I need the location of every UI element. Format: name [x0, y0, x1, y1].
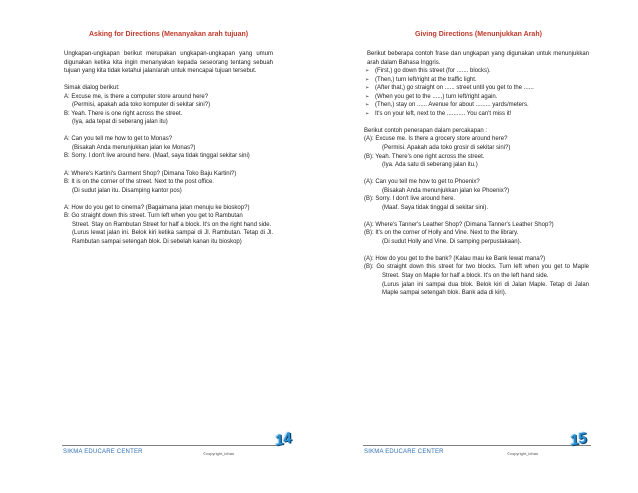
arrow-bullet-icon: ➢	[365, 110, 370, 117]
example-label: Berikut contoh penerapan dalam percakapan :	[364, 127, 488, 134]
dialog-line: (B): Go straight down this street for two blocks. Turn left when you get to Maple Street. Stay on Maple for half a block. It's on the left hand side.	[364, 264, 589, 280]
page-number-badge: 15	[568, 429, 589, 450]
dialog-line: A: Can you tell me how to get to Monas?	[64, 136, 173, 143]
arrow-bullet-icon: ➢	[365, 85, 370, 92]
dialog-line: B: Go straight down this street. Turn left when you get to Rambutan	[64, 213, 243, 220]
footer-brand: SIKMA EDUCARE CENTER	[63, 449, 143, 455]
dialog-line: A: How do you get to cinema? (Bagaimana jalan menuju ke bioskop?)	[64, 204, 250, 211]
arrow-bullet-icon: ➢	[365, 102, 370, 109]
phrase-bullet: ➢ (After that,) go straight on ...... street until you get to the ......	[365, 85, 534, 92]
footer-brand: SIKMA EDUCARE CENTER	[364, 449, 444, 455]
footer-rule	[62, 445, 280, 446]
intro-paragraph: Berikut beberapa contoh frase dan ungkapan yang digunakan untuk menunjukkan arah dalam Bahasa Inggris.	[367, 51, 589, 66]
dialog-line: B: Sorry. I don't live around here. (Maaf, saya tidak tinggal sekitar sini)	[64, 153, 250, 160]
footer-copyright: ©copyright_idhan	[203, 451, 235, 456]
page-title: Asking for Directions (Menanyakan arah tujuan)	[89, 31, 249, 38]
dialog-line: (B): Yeah. There's one right across the street.	[364, 153, 485, 160]
arrow-bullet-icon: ➢	[365, 93, 370, 100]
footer-copyright: ©copyright_idhan	[507, 451, 539, 456]
dialog-translation: (Iya. Ada satu di seberang jalan itu.)	[382, 162, 478, 169]
dialog-label: Simak dialog berikut:	[64, 85, 120, 92]
dialog-line: B: Yeah. There is one right across the street.	[64, 110, 183, 117]
dialog-translation: (Lurus lewat jalan ini. Belok kiri ketika sampai di Jl. Rambutan. Tetap di Jl. Rambutan sampai setengah blok. Di sebelah kanan itu bioskop)	[72, 230, 273, 245]
arrow-bullet-icon: ➢	[365, 76, 370, 83]
arrow-bullet-icon: ➢	[365, 68, 370, 75]
dialog-line: A: Where's Kartini's Garment Shop? (Dimana Toko Baju Kartini?)	[64, 170, 237, 177]
phrase-bullet: ➢ It's on your left, next to the ........... You can't miss it!	[365, 110, 512, 117]
dialog-translation: (Maaf. Saya tidak tinggal di sekitar sini).	[382, 204, 489, 211]
dialog-translation: (Iya, ada tepat di seberang jalan itu)	[72, 119, 168, 126]
dialog-translation: (Lurus jalan ini sampai dua blok. Belok kiri di Jalan Maple. Tetap di Jalan Maple sampai setengah blok. Bank ada di kiri).	[382, 281, 589, 297]
intro-paragraph: Ungkapan-ungkapan berikut merupakan ungkapan-ungkapan yang umum digunakan ketika kita ingin menanyakan kepada seseorang tentang sebuah tujuan yang kita tidak ketahui jalan/arah untuk mencapai tujuan tersebut.	[64, 51, 273, 75]
page-15	[319, 0, 638, 493]
dialog-translation: (Permisi. Apakah ada toko grosir di sekitar sini?)	[382, 144, 511, 151]
dialog-translation: (Bisakah Anda menunjukkan jalan ke Monas?)	[72, 144, 196, 151]
dialog-line: (B): Sorry. I don't live around here.	[364, 196, 456, 203]
phrase-bullet: ➢ (First,) go down this street (for ....... blocks).	[365, 68, 491, 75]
phrase-bullet: ➢ (Then,) stay on ...... Avenue for about ......... yards/meters.	[365, 102, 529, 109]
dialog-translation: (Permisi, apakah ada toko komputer di sekitar sini?)	[72, 102, 211, 109]
page-number-badge: 14	[273, 429, 294, 450]
footer-rule	[363, 445, 591, 446]
dialog-line: (A): Can you tell me how to get to Phoenix?	[364, 179, 480, 186]
dialog-translation: (Bisakah Anda menunjukkan jalan ke Phoenix?)	[382, 187, 510, 194]
phrase-bullet: ➢ (When you get to the .....,) turn left/right again.	[365, 93, 498, 100]
page-body	[64, 50, 273, 246]
dialog-line: (A): Excuse me. Is there a grocery store around here?	[364, 136, 508, 143]
dialog-continuation: Street. Stay on Rambutan Street for half a block. It's on the right hand side.	[72, 221, 272, 228]
phrase-bullet: ➢ (Then,) turn left/right at the traffic light.	[365, 76, 477, 83]
dialog-line: A: Excuse me, is there a computer store around here?	[64, 93, 209, 100]
dialog-translation: (Di sudut jalan itu. Disamping kantor pos)	[72, 187, 182, 194]
dialog-line: (A): How do you get to the bank? (Kalau mau ke Bank lewat mana?)	[364, 255, 546, 262]
dialog-line: (A): Where's Tanner's Leather Shop? (Dimana Tanner's Leather Shop?)	[364, 221, 554, 228]
page-title: Giving Directions (Menunjukkan Arah)	[415, 31, 542, 38]
dialog-translation: (Di sudut Holly and Vine. Di samping perpustakaan).	[382, 238, 522, 245]
page-body	[364, 50, 589, 298]
dialog-line: B: It is on the corner of the street. Next to the post office.	[64, 179, 214, 186]
dialog-line: (B): It's on the corner of Holly and Vine. Next to the library.	[364, 230, 519, 237]
